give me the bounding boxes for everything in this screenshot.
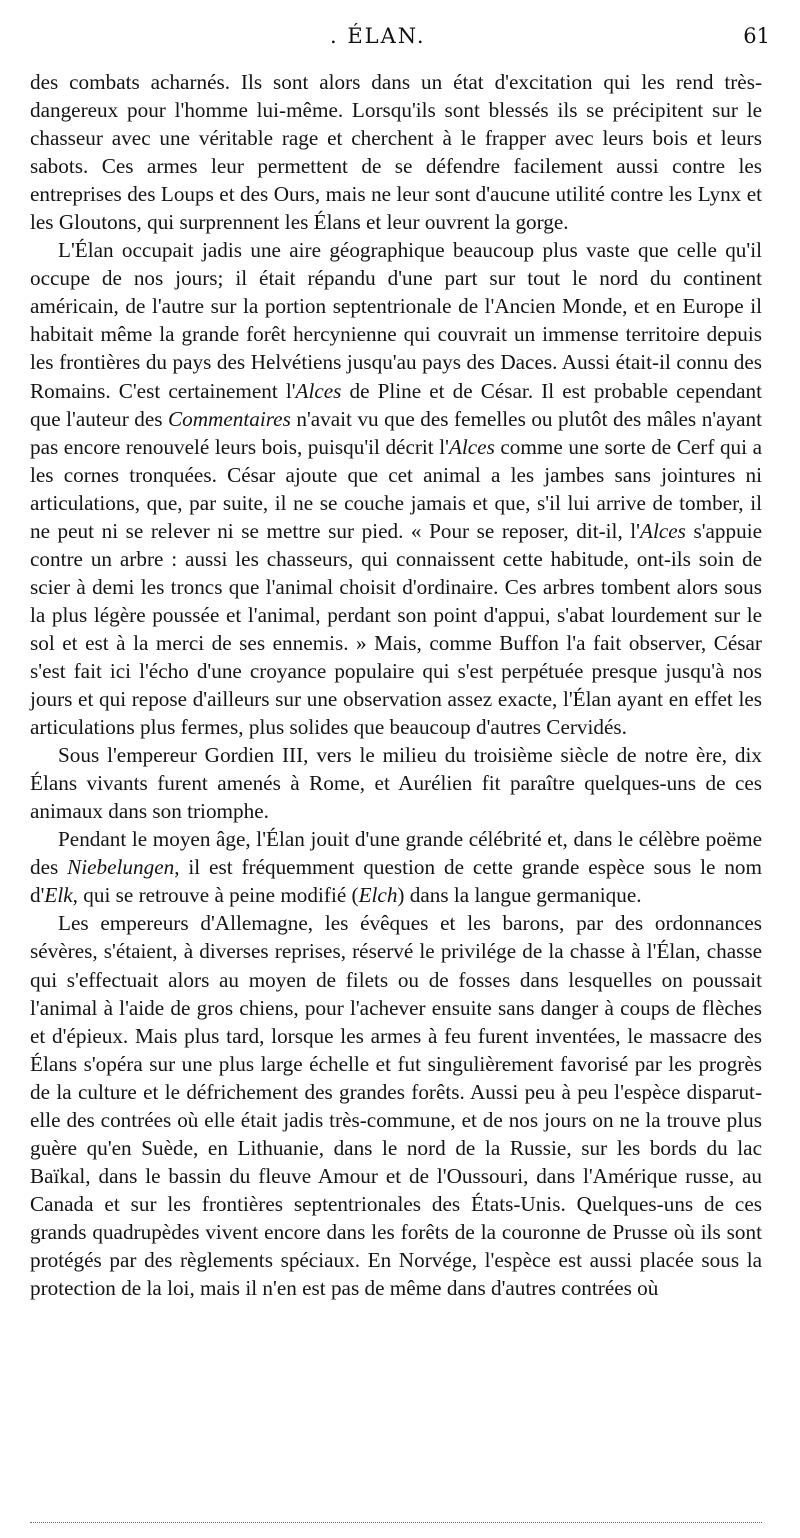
running-title: . ÉLAN. bbox=[330, 24, 426, 48]
text-run: L'Élan occupait jadis une aire géographique beaucoup plus vaste que celle qu'il occupe de nos jours; il était répandu d'une part sur tout le nord du continent américain, de l'autre sur la portion septentrionale de l'Ancien Monde, et en Europe il habitait même la grande forêt hercynienne qui couvrait un immense territoire depuis les frontières du pays des Helvétiens jusqu'au pays des Daces. Aussi était-il connu des Romains. C'est certainement l' bbox=[30, 238, 762, 403]
italic-term: Alces bbox=[295, 378, 342, 403]
text-run: des combats acharnés. Ils sont alors dans un état d'excitation qui les rend très-dangereux pour l'homme lui-même. Lorsqu'ils sont blessés ils se précipitent sur le chasseur avec une véritable rage et cherchent à le frapper avec leurs bois et leurs sabots. Ces armes leur permettent de se défendre facilement aussi contre les entreprises des Loups et des Ours, mais ne leur sont d'aucune utilité contre les Lynx et les Gloutons, qui surprennent les Élans et leur ouvrent la gorge. bbox=[30, 70, 762, 235]
text-run: ) dans la langue germanique. bbox=[397, 883, 642, 908]
footer-rule bbox=[30, 1522, 762, 1523]
paragraph bbox=[30, 68, 762, 236]
text-run: Sous l'empereur Gordien III, vers le milieu du troisième siècle de notre ère, dix Élans vivants furent amenés à Rome, et Aurélien fit paraître quelques-uns de ces animaux dans son triomphe. bbox=[30, 743, 762, 824]
italic-term: Elch bbox=[358, 883, 398, 908]
paragraph bbox=[30, 236, 762, 741]
text-run: s'appuie contre un arbre : aussi les chasseurs, qui connaissent cette habitude, ont-ils soin de scier à demi les troncs que l'animal choisit d'ordinaire. Ces arbres tombent alors sous la plus légère poussée et l'animal, perdant son point d'appui, s'abat lourdement sur le sol et est à la merci de ses ennemis. » Mais, comme Buffon l'a fait observer, César s'est fait ici l'écho d'une croyance populaire qui s'est perpétuée presque jusqu'à nos jours et qui repose d'ailleurs sur une observation assez exacte, l'Élan ayant en effet les articulations plus fermes, plus solides que beaucoup d'autres Cervidés. bbox=[30, 518, 763, 740]
italic-term: Commentaires bbox=[168, 406, 291, 431]
text-run: , qui se retrouve à peine modifié ( bbox=[72, 883, 359, 908]
text-run: , il est fréquemment question de cette grande espèce sous le nom d' bbox=[30, 855, 762, 908]
paragraph bbox=[30, 825, 762, 909]
page-header bbox=[30, 10, 770, 46]
text-run: Pendant le moyen âge, l'Élan jouit d'une grande célébrité et, dans le célèbre poëme des bbox=[30, 827, 762, 880]
italic-term: Niebelungen bbox=[67, 855, 175, 880]
text-run: de Pline et de César. Il est probable cependant que l'auteur des bbox=[30, 378, 762, 431]
italic-term: Elk bbox=[44, 883, 73, 908]
paragraph bbox=[30, 741, 762, 825]
paragraph bbox=[30, 909, 762, 1302]
text-run: comme une sorte de Cerf qui a les cornes tronquées. César ajoute que cet animal a les jambes sans jointures ni articulations, que, par suite, il ne se couche jamais et que, s'il lui arrive de tomber, il ne peut ni se relever ni se mettre sur pied. « Pour se reposer, dit-il, l' bbox=[30, 434, 762, 543]
body-text bbox=[30, 68, 762, 1302]
text-run: Les empereurs d'Allemagne, les évêques et les barons, par des ordonnances sévères, s'étaient, à diverses reprises, réservé le privilége de la chasse à l'Élan, chasse qui s'effectuait alors au moyen de filets ou de fosses dans lesquelles on poussait l'animal à l'aide de gros chiens, pour l'achever ensuite sans danger à coups de flèches et d'épieux. Mais plus tard, lorsque les armes à feu furent inventées, le massacre des Élans s'opéra sur une plus large échelle et fut singulièrement favorisé par les progrès de la culture et le défrichement des grandes forêts. Aussi peu à peu l'espèce disparut-elle des contrées où elle était jadis très-commune, et de nos jours on ne la trouve plus guère qu'en Suède, en Lithuanie, dans le nord de la Russie, sur les bords du lac Baïkal, dans le bassin du fleuve Amour et de l'Oussouri, dans l'Amérique russe, au Canada et sur les frontières septentrionales des États-Unis. Quelques-uns de ces grands quadrupèdes vivent encore dans les forêts de la couronne de Prusse où ils sont protégés par des règlements spéciaux. En Norvége, l'espèce est aussi placée sous la protection de la loi, mais il n'en est pas de même dans d'autres contrées où bbox=[30, 911, 762, 1301]
italic-term: Alces bbox=[448, 434, 495, 459]
text-run: n'avait vu que des femelles ou plutôt des mâles n'ayant pas encore renouvelé leurs bois, puisqu'il décrit l' bbox=[30, 406, 762, 459]
page-number: 61 bbox=[743, 24, 770, 48]
italic-term: Alces bbox=[640, 518, 686, 543]
